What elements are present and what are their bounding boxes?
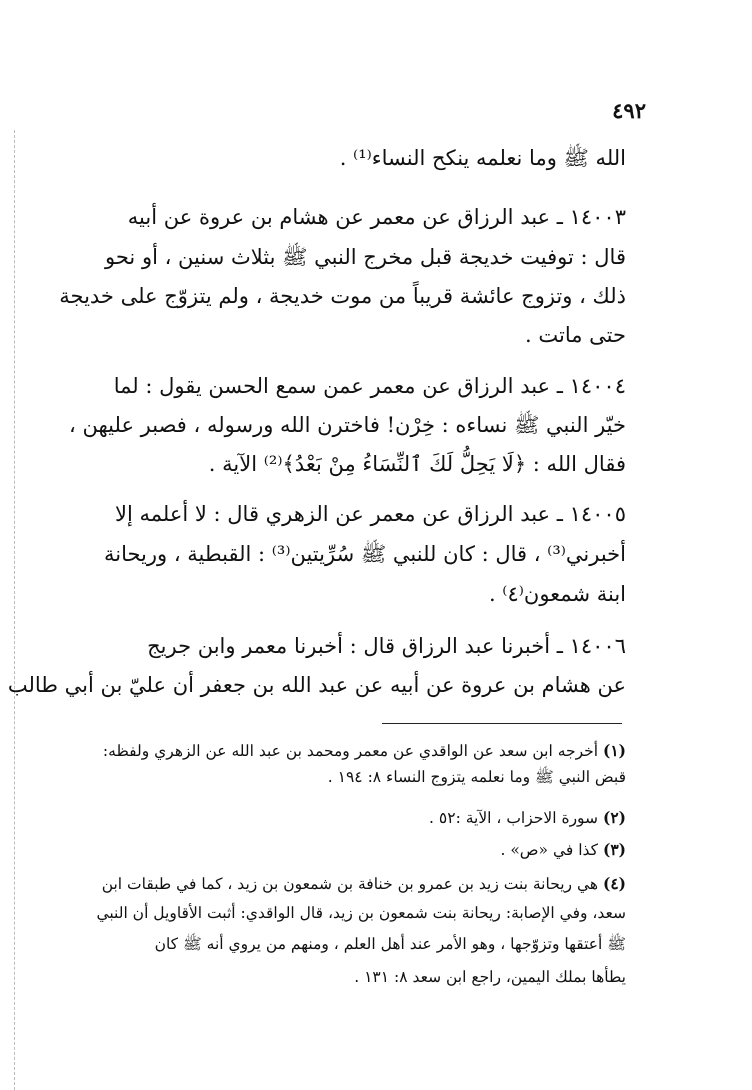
page-edge [14,130,15,1090]
text-line: ١٤٠٠٥ ـ عبد الرزاق عن معمر عن الزهري قال : لا أعلمه إلا [115,502,626,526]
footnote-line: (٢) سورة الاحزاب ، الآية :٥٢ . [429,808,626,827]
text-line: ابنة شمعون⁽٤⁾ . [488,582,626,606]
page-number: ٤٩٢ [612,98,646,123]
footnote-divider [382,723,622,724]
text-line: ١٤٠٠٦ ـ أخبرنا عبد الرزاق قال : أخبرنا معمر وابن جريج [147,634,626,658]
text-line: ١٤٠٠٣ ـ عبد الرزاق عن معمر عن هشام بن عروة عن أبيه [127,205,626,229]
footnote-line: سعد، وفي الإصابة: ريحانة بنت شمعون بن زيد، قال الواقدي: أثبت الأقاويل أن النبي [96,904,626,922]
footnote-line: (٤) هي ريحانة بنت زيد بن عمرو بن خنافة بن شمعون بن زيد ، كما في طبقات ابن [101,874,626,893]
text-line: ذلك ، وتزوج عائشة قريباً من موت خديجة ، ولم يتزوّج على خديجة [59,284,626,308]
footnote-line: قبض النبي ﷺ وما نعلمه يتزوج النساء ٨: ١٩٤ . [327,768,626,786]
footnote-line: (١) أخرجه ابن سعد عن الواقدي عن معمر ومحمد بن عبد الله عن الزهري ولفظه: [102,741,626,760]
text-line: فقال الله : ﴿لَا يَحِلُّ لَكَ ٱلنِّسَاءُ مِنْ بَعْدُ﴾⁽²⁾ الآية . [208,452,626,476]
footnote-number: (١) [602,741,626,760]
text-line: خيّر النبي ﷺ نساءه : خِرْن! فاخترن الله ورسوله ، فصبر عليهن ، [69,413,626,437]
text-line: حتى ماتت . [525,323,626,347]
text-line: عن هشام بن عروة عن أبيه عن عبد الله بن جعفر أن عليّ بن أبي طالب [7,673,626,697]
footnote-number: (٤) [602,874,626,893]
footnote-number: (٢) [602,808,626,827]
text-line: الله ﷺ وما نعلمه ينكح النساء⁽¹⁾ . [339,146,626,170]
footnote-line: ﷺ أعتقها وتزوّجها ، وهو الأمر عند أهل العلم ، ومنهم من يروي أنه ﷺ كان [154,935,626,953]
footnote-number: (٣) [602,840,626,859]
text-line: أخبرني⁽³⁾ ، قال : كان للنبي ﷺ سُرِّيتين⁽³⁾ : القبطية ، وريحانة [103,542,626,566]
footnote-line: يطأها بملك اليمين، راجع ابن سعد ٨: ١٣١ . [354,968,626,986]
text-line: ١٤٠٠٤ ـ عبد الرزاق عن معمر عمن سمع الحسن يقول : لما [113,374,626,398]
text-line: قال : توفيت خديجة قبل مخرج النبي ﷺ بثلاث سنين ، أو نحو [105,245,626,269]
footnote-line: (٣) كذا في «ص» . [500,840,626,859]
